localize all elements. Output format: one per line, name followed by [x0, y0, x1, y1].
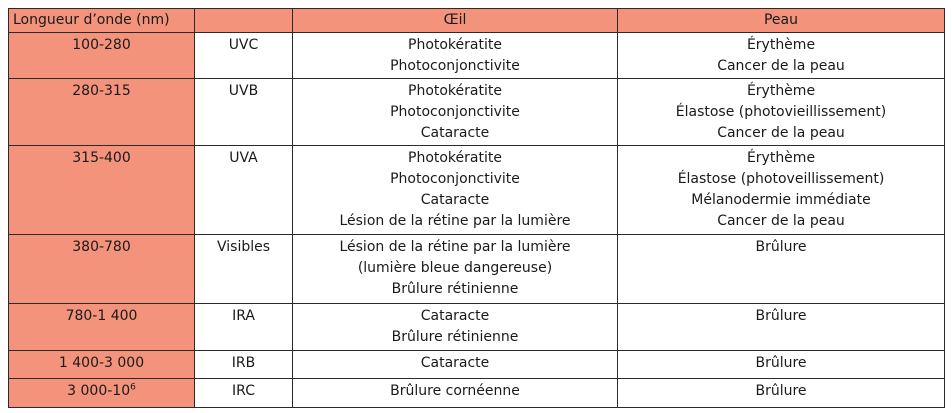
radiation-effects-table — [8, 8, 945, 408]
table-row — [9, 79, 945, 146]
skin-effect: Cancer de la peau — [717, 125, 845, 141]
eye-effect: Photokératite — [408, 37, 502, 53]
skin-effect: Mélanodermie immédiate — [691, 192, 871, 208]
type-cell: IRA — [195, 304, 293, 351]
skin-effect: Érythème — [746, 83, 816, 99]
type-cell: IRB — [195, 351, 293, 379]
eye-effects-cell — [293, 304, 618, 351]
eye-effects-cell — [293, 351, 618, 379]
skin-effect: Brûlure — [755, 355, 807, 371]
table-row — [9, 304, 945, 351]
eye-effect: Cataracte — [420, 308, 490, 324]
eye-effect: Brûlure rétinienne — [391, 329, 519, 345]
skin-effect: Cancer de la peau — [717, 58, 845, 74]
skin-effect: Cancer de la peau — [717, 213, 845, 229]
skin-effects-cell — [618, 351, 945, 379]
skin-effects-cell — [618, 146, 945, 235]
eye-effect: Cataracte — [420, 192, 490, 208]
table-row — [9, 146, 945, 235]
eye-effect: Cataracte — [420, 125, 490, 141]
eye-effect: (lumière bleue dangereuse) — [357, 260, 553, 276]
eye-effect: Lésion de la rétine par la lumière — [339, 239, 571, 255]
skin-effects-cell — [618, 79, 945, 146]
document-page — [8, 8, 944, 408]
table-row — [9, 351, 945, 379]
wavelength-cell — [9, 379, 195, 408]
eye-effect: Photoconjonctivite — [390, 58, 520, 74]
wavelength-cell: 1 400-3 000 — [9, 351, 195, 379]
skin-effects-cell — [618, 379, 945, 408]
skin-effects-cell — [618, 235, 945, 304]
skin-effect: Brûlure — [755, 239, 807, 255]
skin-effects-cell — [618, 33, 945, 79]
table-row — [9, 235, 945, 304]
eye-effect: Cataracte — [420, 355, 490, 371]
wavelength-exponent: 6 — [130, 382, 136, 393]
eye-effect: Lésion de la rétine par la lumière — [339, 213, 571, 229]
type-cell: Visibles — [195, 235, 293, 304]
skin-effect: Brûlure — [755, 308, 807, 324]
type-cell: UVB — [195, 79, 293, 146]
eye-effect: Brûlure rétinienne — [391, 281, 519, 297]
skin-effect: Érythème — [746, 37, 816, 53]
table-body — [9, 33, 945, 408]
wavelength-value: 3 000-10 — [67, 383, 131, 399]
header-skin: Peau — [618, 9, 945, 33]
eye-effect: Photoconjonctivite — [390, 104, 520, 120]
header-row — [9, 9, 945, 33]
wavelength-cell: 100-280 — [9, 33, 195, 79]
eye-effect: Photoconjonctivite — [390, 171, 520, 187]
eye-effects-cell — [293, 146, 618, 235]
header-wavelength: Longueur d’onde (nm) — [9, 9, 195, 33]
table-row — [9, 33, 945, 79]
skin-effect: Érythème — [746, 150, 816, 166]
skin-effect: Brûlure — [755, 383, 807, 399]
type-cell: UVA — [195, 146, 293, 235]
eye-effects-cell — [293, 379, 618, 408]
wavelength-cell: 780-1 400 — [9, 304, 195, 351]
table-header — [9, 9, 945, 33]
type-cell: UVC — [195, 33, 293, 79]
type-cell: IRC — [195, 379, 293, 408]
skin-effects-cell — [618, 304, 945, 351]
wavelength-cell: 315-400 — [9, 146, 195, 235]
wavelength-cell: 280-315 — [9, 79, 195, 146]
eye-effect: Brûlure cornéenne — [390, 383, 520, 399]
table-row — [9, 379, 945, 408]
header-eye: Œil — [293, 9, 618, 33]
eye-effect: Photokératite — [408, 150, 502, 166]
header-type — [195, 9, 293, 33]
eye-effects-cell — [293, 235, 618, 304]
skin-effect: Élastose (photoveillissement) — [677, 171, 885, 187]
wavelength-cell: 380-780 — [9, 235, 195, 304]
eye-effects-cell — [293, 33, 618, 79]
eye-effect: Photokératite — [408, 83, 502, 99]
skin-effect: Élastose (photovieillissement) — [675, 104, 887, 120]
eye-effects-cell — [293, 79, 618, 146]
